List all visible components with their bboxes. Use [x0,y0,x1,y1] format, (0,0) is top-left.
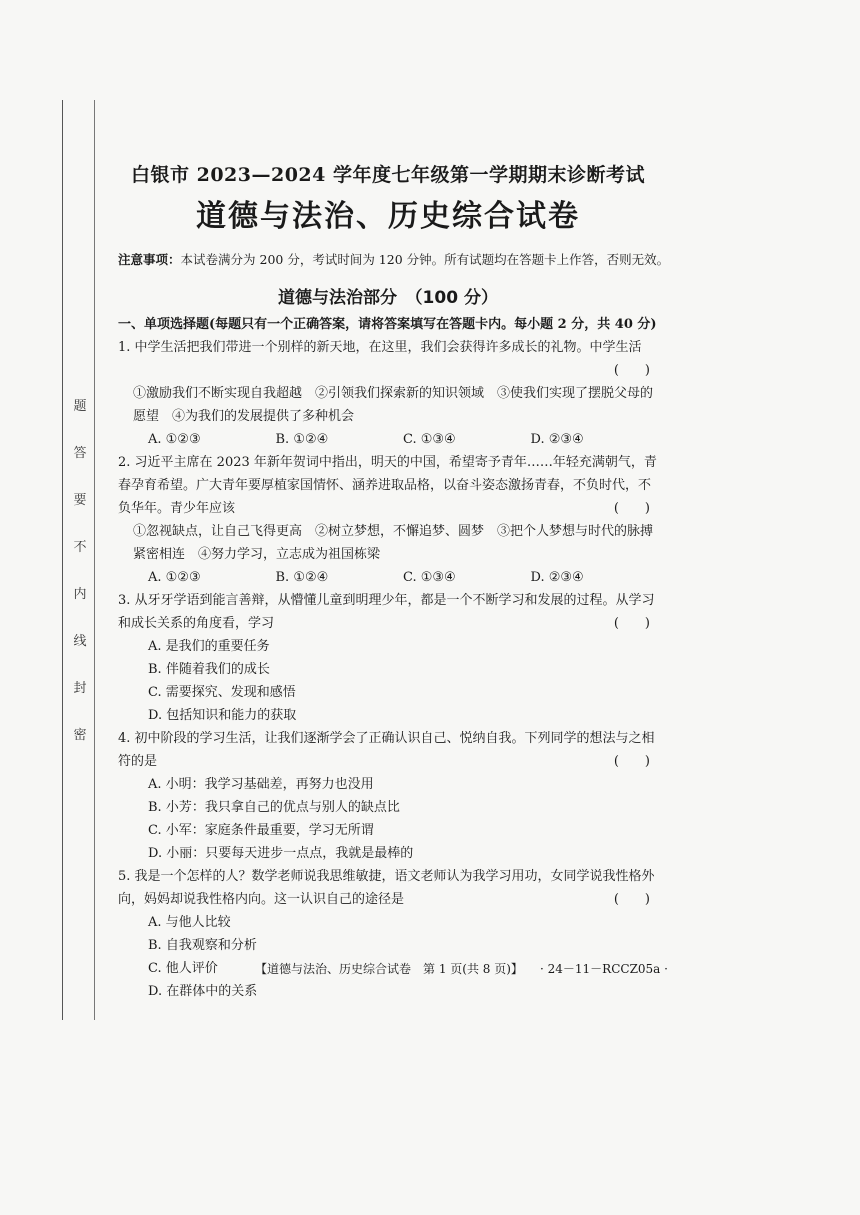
option-row [118,566,658,589]
option-b: B. 小芳：我只拿自己的优点与别人的缺点比 [148,800,400,815]
seal-char: 要 [73,493,87,508]
question-stem: 5. 我是一个怎样的人？数学老师说我思维敏捷，语文老师认为我学习用功，女同学说我性格外向，妈妈却说我性格内向。这一认识自己的途径是 [118,869,655,907]
option-d: D. 在群体中的关系 [148,984,258,999]
seal-char: 答 [73,446,87,461]
option-b: B. ①②④ [275,570,329,585]
answer-bracket: ( ) [613,363,650,378]
notice-text: 本试卷满分为 200 分，考试时间为 120 分钟。所有试题均在答题卡上作答，否则无效。 [180,252,670,267]
option-d: D. ②③④ [530,570,584,585]
option-grid [118,911,658,1003]
option-c: C. ①③④ [403,570,456,585]
seal-char: 内 [73,587,87,602]
option-c: C. ①③④ [403,432,456,447]
option-a: A. ①②③ [148,570,201,585]
option-b: B. ①②④ [275,432,329,447]
exam-subtitle: 白银市 2023—2024 学年度七年级第一学期期末诊断考试 [131,164,645,186]
paper-code: · 24－11－RCCZ05a · [540,962,668,976]
section-instructions: 一、单项选择题(每题只有一个正确答案，请将答案填写在答题卡内。每小题 2 分，共 40 分) [118,317,657,332]
option-a: A. ①②③ [148,432,201,447]
option-c: C. 小军：家庭条件最重要，学习无所谓 [148,823,374,838]
seal-char: 线 [73,634,87,649]
question-stem: 2. 习近平主席在 2023 年新年贺词中指出，明天的中国，希望寄予青年……年轻充满朝气，青春孕育希望。广大青年要厚植家国情怀、涵养进取品格，以奋斗姿态激扬青春，不负时代，不负华年。青少年应该 [118,455,657,516]
option-d: D. 包括知识和能力的获取 [148,708,297,723]
answer-bracket: ( ) [613,616,650,631]
option-row [118,428,658,451]
option-d: D. ②③④ [530,432,584,447]
section-title: 道德与法治部分 （100 分） [278,288,498,308]
answer-bracket: ( ) [613,892,650,907]
question-items: ①激励我们不断实现自我超越 ②引领我们探索新的知识领域 ③使我们实现了摆脱父母的愿望 ④为我们的发展提供了多种机会 [133,386,654,424]
page-footer [255,960,668,977]
option-b: B. 自我观察和分析 [148,938,257,953]
binding-line-inner [94,100,95,1020]
option-c: C. 他人评价 [148,961,218,976]
question-stem: 3. 从牙牙学语到能言善辩，从懵懂儿童到明理少年，都是一个不断学习和发展的过程。从学习和成长关系的角度看，学习 [118,593,655,631]
option-a: A. 是我们的重要任务 [148,639,270,654]
footer-text: 【道德与法治、历史综合试卷 第 1 页(共 8 页)】 [255,962,523,976]
question-1 [118,336,658,451]
question-items: ①忽视缺点，让自己飞得更高 ②树立梦想，不懈追梦、圆梦 ③把个人梦想与时代的脉搏紧密相连 ④努力学习，立志成为祖国栋梁 [133,524,654,562]
option-d: D. 小丽：只要每天进步一点点，我就是最棒的 [148,846,414,861]
exam-title: 道德与法治、历史综合试卷 [196,199,580,234]
exam-page [118,160,670,1003]
answer-bracket: ( ) [613,754,650,769]
seal-line-text [73,395,87,743]
seal-char: 不 [73,540,87,555]
question-stem: 4. 初中阶段的学习生活，让我们逐渐学会了正确认识自己、悦纳自我。下列同学的想法与之相符的是 [118,731,655,769]
notice [118,251,670,269]
binding-line [62,100,63,1020]
seal-char: 密 [73,728,87,743]
question-2 [118,451,658,589]
question-3 [118,589,658,727]
question-5 [118,865,658,1003]
seal-char: 封 [73,681,87,696]
option-b: B. 伴随着我们的成长 [148,662,270,677]
option-a: A. 与他人比较 [148,915,231,930]
answer-bracket: ( ) [613,501,650,516]
seal-char: 题 [73,399,87,414]
option-c: C. 需要探究、发现和感悟 [148,685,296,700]
question-stem: 1. 中学生活把我们带进一个别样的新天地，在这里，我们会获得许多成长的礼物。中学生活 [118,340,642,355]
option-a: A. 小明：我学习基础差，再努力也没用 [148,777,374,792]
notice-label: 注意事项： [118,252,181,267]
question-4 [118,727,658,865]
option-grid [118,635,658,727]
